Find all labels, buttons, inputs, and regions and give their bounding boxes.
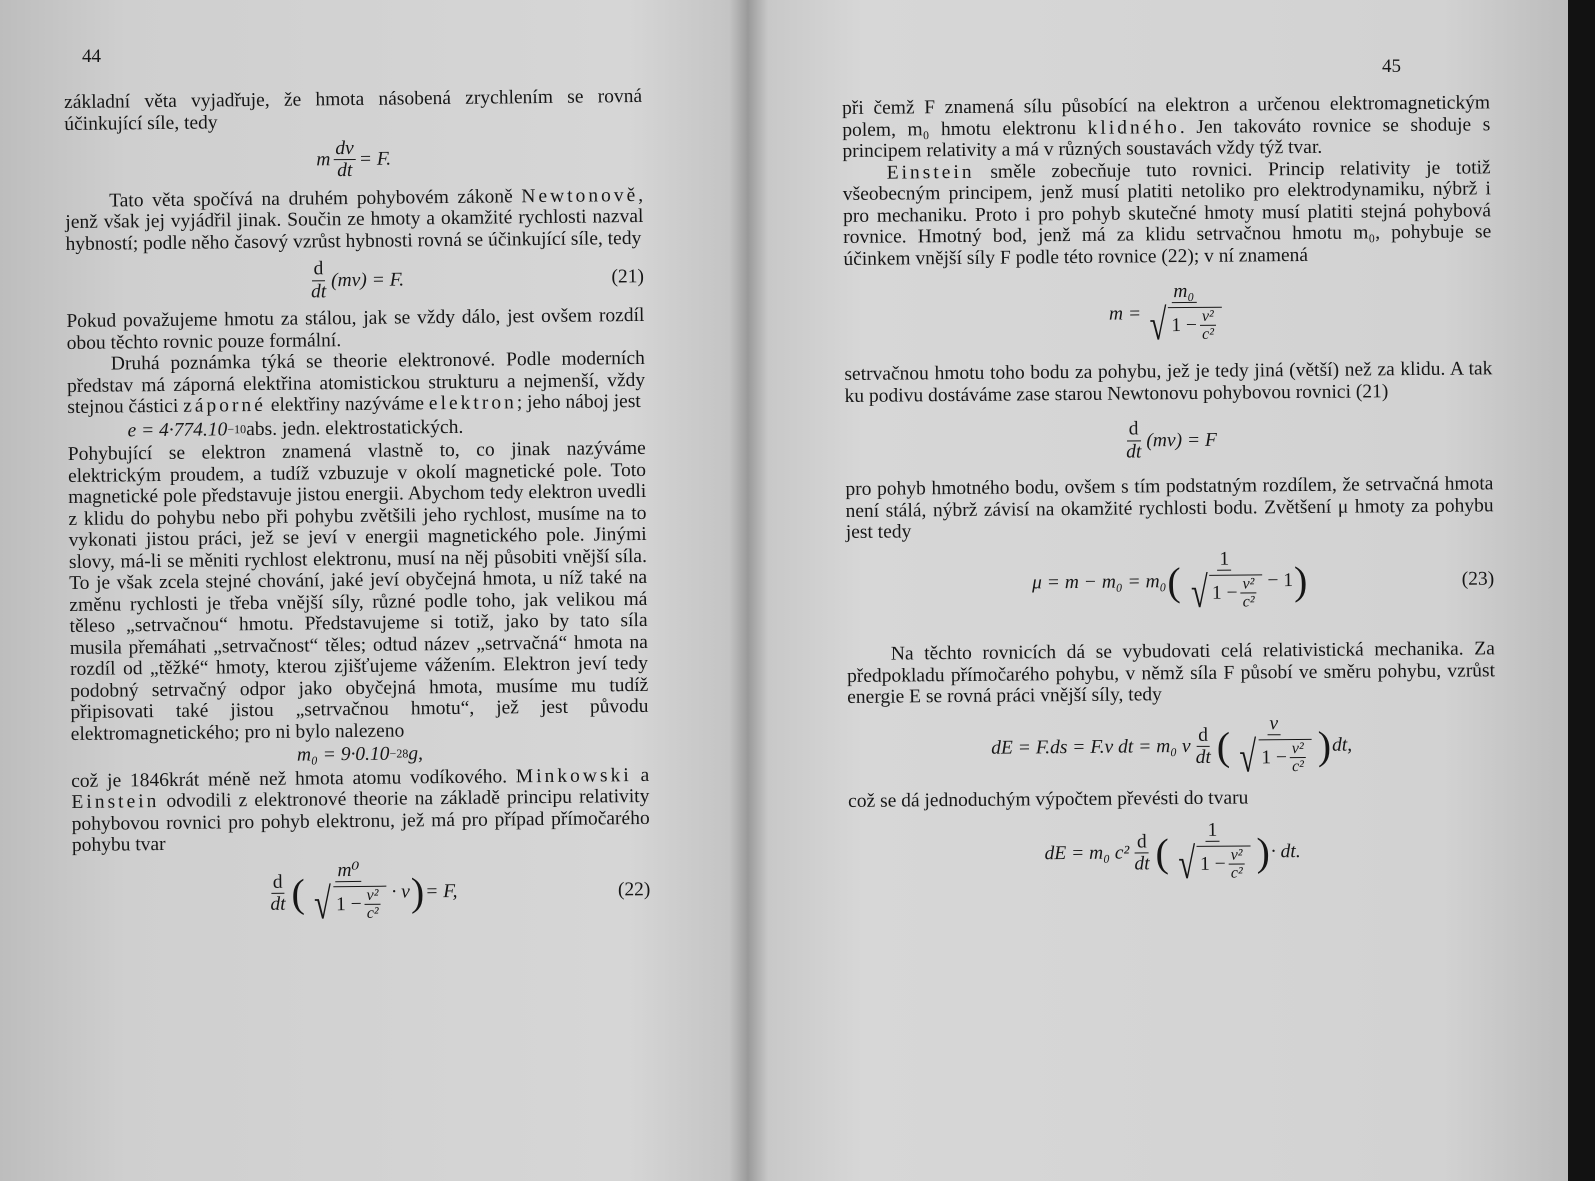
paragraph: pro pohyb hmotného bodu, ovšem s tím podstatným rozdílem, že setrvačná hmota není stálá, nýbrž závisí na okamžité rychlosti bodu. Zvětšení μ hmoty za pohybu jest tedy [845,473,1494,544]
paragraph: základní věta vyjadřuje, že hmota násobená zrychlením se rovná účinkující síle, tedy [64,85,643,135]
paragraph: což se dá jednoduchým výpočtem převésti do tvaru [848,787,1249,813]
paragraph: Na těchto rovnicích dá se vybudovati celá relativistická mechanika. Za předpokladu přímočarého pohybu, v němž síla F působí ve směru pohybu, vzrůst energie E se rovná práci vnější síly, tedy [846,638,1496,709]
fraction: $\frac{dv}{dt}$ [333,138,356,182]
equation-21-repeat: $\frac{d}{dt}$ (mv) = F [1126,418,1217,463]
equation-23: μ = m − m₀ = m₀ ( 1 √ 1 − $\frac{\text{v²}}{\text{c²}}$ − 1 ) (23) [1031,548,1495,618]
paragraph: Druhá poznámka týká se theorie elektronové. Podle moderních představ má záporná elektřina atomistickou strukturu a nejmenší, vždy stejnou částici záporné elektřiny nazýváme elektron; jeho náboj jest [66,348,646,419]
paragraph: při čemž F znamená sílu působící na elektron a určenou elektromagnetickým polem, m₀ hmotu elektronu klidného. Jen takováto rovnice se shoduje s principem relativity a má v různých soustavách vždy týž tvar. [842,92,1491,162]
paragraph: Einstein směle zobecňuje tuto rovnici. Princip relativity je totiž všeobecným principem, jenž musí platiti netoliko pro elektrodynamiku, nýbrž i pro mechaniku. Proto i pro pohyb skutečné hmoty musí platiti stejná pohybová rovnice. Hmotný bod, jenž má za klidu setrvačnou hmotu m₀, pohybuje se účinkem vnější síly F podle této rovnice (22); v ní znamená [842,156,1492,270]
page-number-left: 44 [82,46,101,67]
scan-dark-edge [1568,0,1595,1181]
square-root: √ 1 − $\frac{\text{v²}}{\text{c²}}$ [1146,303,1222,348]
equation-21: $\frac{d}{dt}$ (mv) = F. (21) [66,255,644,305]
fraction: $\frac{d}{dt}$ [310,258,327,303]
square-root: √ 1 − $\frac{\text{v²}}{\text{c²}}$ [1175,842,1251,887]
paragraph: Pohybující se elektron znamená vlastně to, co jinak nazýváme elektrickým proudem, a tudíž vzbuzuje v okolí magnetické pole. Toto magnetické pole představuje jistou energii. Abychom tedy elektron uvedli z klidu do pohybu nebo při pohybu zvětšili jeho rychlost, musíme na to vykonati jistou práci, jež se jeví v energii magnetického pole. Jinými slovy, má-li se měniti rychlost elektronu, musí na něj působiti vnější síla. To je však zcela stejné chování, jaké jeví obyčejná hmota, u níž také na změnu rychlosti je třeba vnější síly, různé podle toho, jak velikou má těleso „setrvačnou“ hmotu. Představujeme si totiž, jako by tato síla musila přemáhati „setrvačnost“ těles; odtud název „setrvačná“ hmota na rozdíl od „těžké“ hmoty, kterou zjišťujeme vážením. Elektron jeví tedy podobný setrvačný odpor jako obyčejná hmota, musíme mu tudíž připisovati také jistou „setrvačnou hmotu“, jež jest původu elektromagnetického; pro ni bylo nalezeno [67,438,649,745]
equation-energy: dE = F.ds = F.v dt = m₀ v $\frac{d}{dt}$ ( v √ 1 − $\frac{\text{v²}}{\text{c²}}$ ) dt, [991,712,1353,782]
equation-22: $\frac{d}{dt}$ ( m⁰ √ 1 − $\frac{\text{v²}}{\text{c²}}$ · v ) = F, (22) [270,859,651,929]
equation-relativistic-mass: m = m₀ √ 1 − $\frac{\text{v²}}{\text{c²}}$ [844,278,1493,350]
equation-charge: e = 4·774.10 −10 abs. jedn. elektrostatických. [127,416,464,442]
paragraph: setrvačnou hmotu toho bodu za pohybu, jež je tedy jiná (větší) než za klidu. A tak ku podivu dostáváme zase starou Newtonovu pohybovou rovnici (21) [844,358,1493,407]
square-root: √ 1 − $\frac{\text{v²}}{\text{c²}}$ [1187,571,1263,616]
equation-number: (23) [1461,568,1495,590]
paragraph: Pokud považujeme hmotu za stálou, jak se vždy dálo, jest ovšem rozdíl obou těchto rovnic pouze formální. [66,305,645,354]
left-page [0,0,740,1181]
equation-number: (22) [617,879,651,901]
right-page [760,0,1568,1181]
equation-newton: m $\frac{dv}{dt}$ = F. [316,137,392,182]
equation-energy-2: dE = m₀ c² $\frac{d}{dt}$ ( 1 √ 1 − $\frac{\text{v²}}{\text{c²}}$ ) · dt. [1044,819,1301,889]
equation-number: (21) [611,266,645,288]
paragraph: což je 1846krát méně než hmota atomu vodíkového. Minkowski a Einstein odvodili z elektronové theorie na základě principu relativity pohybovou rovnici pro pohyb elektronu, jež má pro případ přímočarého pohybu tvar [71,764,650,857]
paragraph: Tato věta spočívá na druhém pohybovém zákoně Newtonově, jenž však jej vyjádřil jinak. Součin ze hmoty a okamžité rychlosti nazval hybností; podle něho časový vzrůst hybnosti rovná se účinkující síle, tedy [65,184,644,255]
square-root: √ 1 − $\frac{\text{v²}}{\text{c²}}$ [311,882,387,927]
page-number-right: 45 [1382,56,1401,77]
right-page-text [842,92,1497,899]
equation-electron-mass: m₀ = 9·0.10 −28 g, [296,743,424,766]
square-root: √ 1 − $\frac{\text{v²}}{\text{c²}}$ [1236,735,1312,780]
left-page-text [64,86,651,935]
